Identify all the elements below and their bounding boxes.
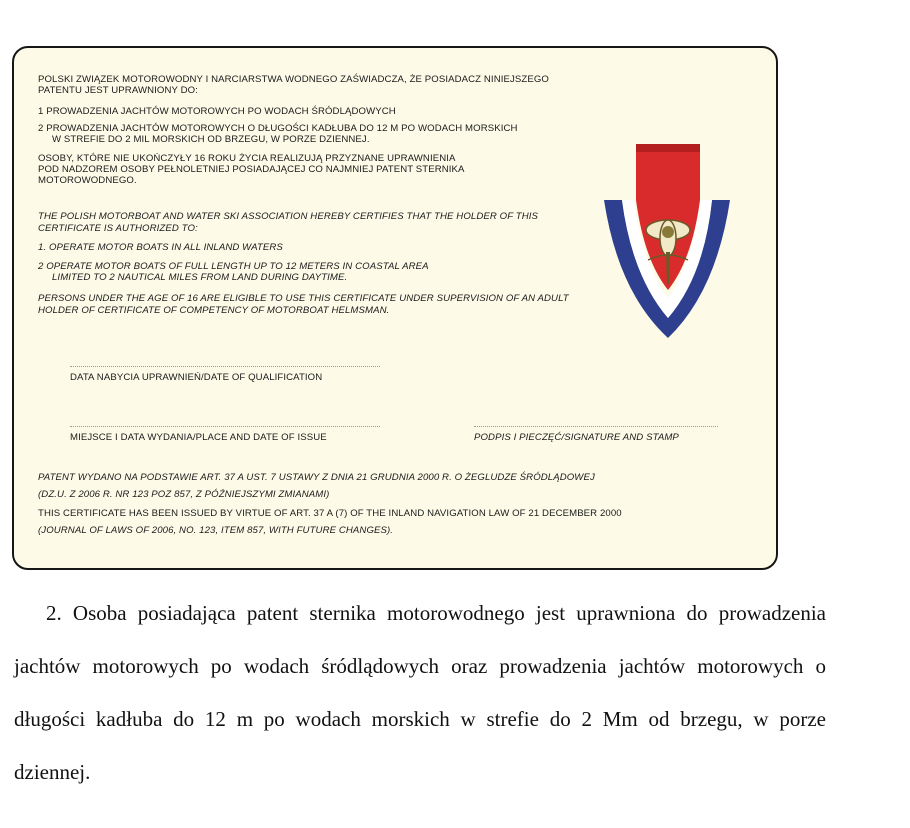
en-text-line: THE POLISH MOTORBOAT AND WATER SKI ASSOCIATION HEREBY CERTIFIES THAT THE HOLDER OF THIS [38,211,539,222]
pl-text-line: W STREFIE DO 2 MIL MORSKICH OD BRZEGU, W PORZE DZIENNEJ. [52,134,370,145]
en-text-line: LIMITED TO 2 NAUTICAL MILES FROM LAND DURING DAYTIME. [52,272,348,283]
en-text-line: CERTIFICATE IS AUTHORIZED TO: [38,223,198,234]
place-date-issue-label: MIEJSCE I DATA WYDANIA/PLACE AND DATE OF ISSUE [70,432,327,443]
dotted-line [474,426,718,427]
legal-text-line: PATENT WYDANO NA PODSTAWIE ART. 37 A UST. 7 USTAWY Z DNIA 21 GRUDNIA 2000 R. O ŻEGLUDZE ŚRÓDLĄDOWEJ [38,472,595,483]
certificate-card [12,46,778,570]
en-text-line: 1. OPERATE MOTOR BOATS IN ALL INLAND WATERS [38,242,283,253]
pl-text-line: MOTOROWODNEGO. [38,175,137,186]
pl-text-line: POLSKI ZWIĄZEK MOTOROWODNY I NARCIARSTWA WODNEGO ZAŚWIADCZA, ŻE POSIADACZ NINIEJSZEGO [38,74,549,85]
en-text-line: PERSONS UNDER THE AGE OF 16 ARE ELIGIBLE TO USE THIS CERTIFICATE UNDER SUPERVISION OF AN ADULT [38,293,569,304]
dotted-line [70,426,380,427]
pl-text-line: OSOBY, KTÓRE NIE UKOŃCZYŁY 16 ROKU ŻYCIA REALIZUJĄ PRZYZNANE UPRAWNIENIA [38,153,456,164]
pl-text-line: 2 PROWADZENIA JACHTÓW MOTOROWYCH O DŁUGOŚCI KADŁUBA DO 12 M PO WODACH MORSKICH [38,123,518,134]
legal-text-line: THIS CERTIFICATE HAS BEEN ISSUED BY VIRTUE OF ART. 37 A (7) OF THE INLAND NAVIGATION LAW OF 21 DECEMBER 2000 [38,508,622,519]
body-text-line: jachtów motorowych po wodach śródlądowych oraz prowadzenia jachtów motorowych o [14,654,826,678]
qualification-date-label: DATA NABYCIA UPRAWNIEŃ/DATE OF QUALIFICATION [70,372,323,383]
body-text-line: długości kadłuba do 12 m po wodach morskich w strefie do 2 Mm od brzegu, w porze [14,707,826,731]
en-text-line: 2 OPERATE MOTOR BOATS OF FULL LENGTH UP TO 12 METERS IN COASTAL AREA [38,261,429,272]
legal-text-line: (DZ.U. Z 2006 R. NR 123 POZ 857, Z PÓŹNIEJSZYMI ZMIANAMI) [38,489,330,500]
association-emblem-icon [596,134,736,344]
signature-stamp-label: PODPIS I PIECZĘĆ/SIGNATURE AND STAMP [474,432,679,443]
en-text-line: HOLDER OF CERTIFICATE OF COMPETENCY OF MOTORBOAT HELMSMAN. [38,305,390,316]
body-text-line: dziennej. [14,760,91,784]
pl-text-line: POD NADZOREM OSOBY PEŁNOLETNIEJ POSIADAJĄCEJ CO NAJMNIEJ PATENT STERNIKA [38,164,465,175]
dotted-line [70,366,380,367]
legal-text-line: (JOURNAL OF LAWS OF 2006, NO. 123, ITEM 857, WITH FUTURE CHANGES). [38,525,394,536]
pl-text-line: 1 PROWADZENIA JACHTÓW MOTOROWYCH PO WODACH ŚRÓDLĄDOWYCH [38,106,396,117]
pl-text-line: PATENTU JEST UPRAWNIONY DO: [38,85,198,96]
body-text-line: 2. Osoba posiadająca patent sternika motorowodnego jest uprawniona do prowadzenia [46,601,826,625]
